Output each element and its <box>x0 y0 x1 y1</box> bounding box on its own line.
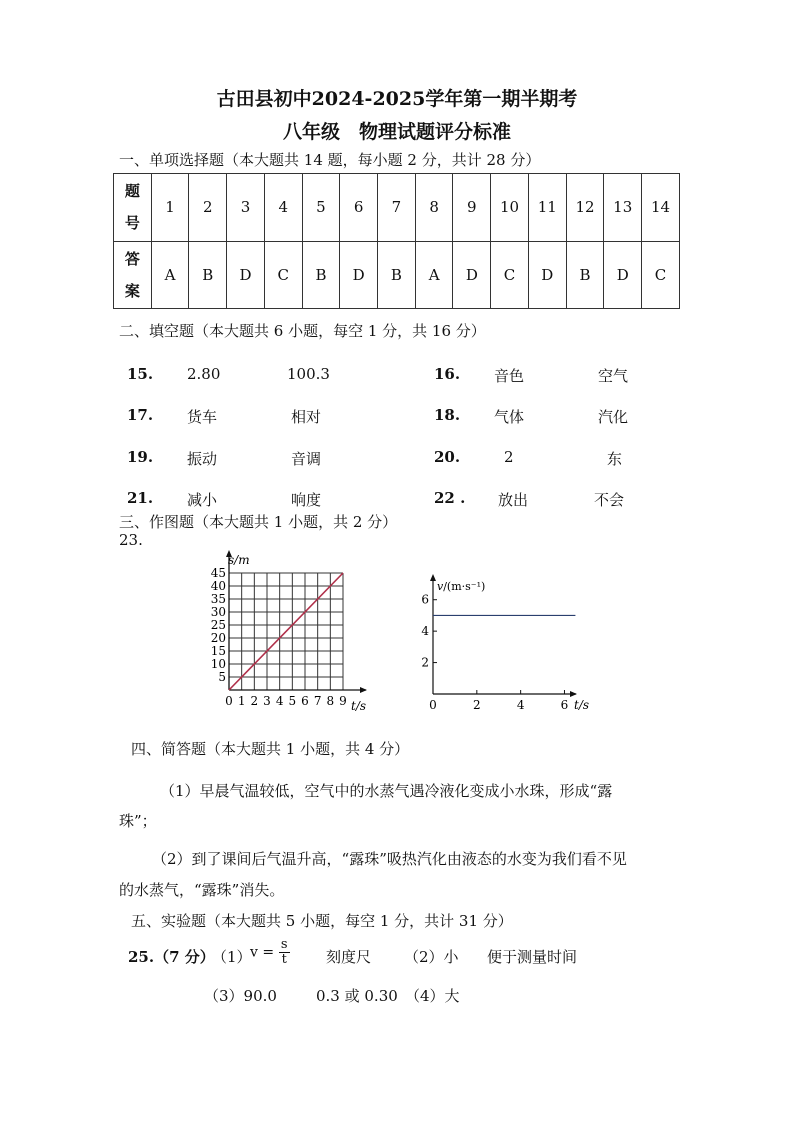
table-cell: D <box>453 241 491 309</box>
q20-answer-b: 东 <box>607 450 623 468</box>
table-cell: 9 <box>453 174 491 242</box>
q20-number: 20. <box>434 448 461 466</box>
st-y-tick-label: 40 <box>210 579 226 593</box>
vt-chart <box>415 570 600 715</box>
st-y-tick-label: 25 <box>210 618 226 632</box>
q21-answer-b: 响度 <box>291 491 322 509</box>
st-y-tick-label: 10 <box>210 657 226 671</box>
table-cell: 14 <box>642 174 680 242</box>
st-y-tick-label: 35 <box>210 592 226 606</box>
q25-answer-2: 刻度尺 <box>326 948 372 966</box>
row-label-number <box>114 174 152 242</box>
table-cell: C <box>264 241 302 309</box>
row-label-answer <box>114 241 152 309</box>
table-cell: B <box>302 241 340 309</box>
vt-y-tick-label: 2 <box>421 655 429 670</box>
row-label-char: 题 <box>124 182 140 201</box>
q21-number: 21. <box>127 489 154 507</box>
q25-number: 25.（7 分） <box>128 948 215 966</box>
vt-y-axis-label-unit: /(m·s⁻¹) <box>443 580 486 593</box>
q22-answer-b: 不会 <box>594 491 625 509</box>
table-cell: 7 <box>378 174 416 242</box>
q25-answer-3: 便于测量时间 <box>487 948 578 966</box>
q15-answer-b: 100.3 <box>287 365 330 383</box>
q19-answer-a: 振动 <box>187 450 218 468</box>
vt-y-tick-label: 6 <box>421 592 429 607</box>
q25-part3: （3）90.0 <box>204 987 277 1005</box>
q21-answer-a: 减小 <box>187 491 218 509</box>
table-cell: 5 <box>302 174 340 242</box>
section4-heading: 四、简答题（本大题共 1 小题，共 4 分） <box>131 740 410 758</box>
st-y-axis-label: s/m <box>228 553 250 567</box>
q18-number: 18. <box>434 406 461 424</box>
vt-y-axis-arrow <box>430 574 436 581</box>
section4-p2-line2: 的水蒸气，“露珠”消失。 <box>119 881 285 899</box>
section1-heading: 一、单项选择题（本大题共 14 题，每小题 2 分，共计 28 分） <box>119 151 541 169</box>
table-cell: 4 <box>264 174 302 242</box>
table-cell: D <box>528 241 566 309</box>
table-cell: 13 <box>604 174 642 242</box>
st-y-tick-label: 15 <box>210 644 226 658</box>
st-x-axis-arrow <box>360 687 367 693</box>
q25-formula-fraction <box>279 938 290 967</box>
table-cell: B <box>566 241 604 309</box>
q25-formula <box>250 938 290 967</box>
section4-p2-line1: （2）到了课间后气温升高，“露珠”吸热汽化由液态的水变为我们看不见 <box>152 850 627 868</box>
answer-table <box>113 173 680 309</box>
q17-answer-b: 相对 <box>291 408 322 426</box>
table-cell: A <box>151 241 189 309</box>
title-line1: 古田县初中2024-2025学年第一期半期考 <box>216 88 578 110</box>
q22-answer-a: 放出 <box>498 491 529 509</box>
table-cell: 6 <box>340 174 378 242</box>
table-cell: D <box>227 241 265 309</box>
title-line2: 八年级 物理试题评分标准 <box>282 121 511 143</box>
table-cell: 3 <box>227 174 265 242</box>
table-cell: D <box>340 241 378 309</box>
st-y-tick-label: 5 <box>218 670 226 684</box>
q16-answer-b: 空气 <box>598 367 629 385</box>
q18-answer-a: 气体 <box>494 408 525 426</box>
st-x-tick-label: 0 <box>225 694 233 708</box>
vt-x-axis-label: t/s <box>574 698 590 712</box>
vt-x-tick-label: 0 <box>429 698 437 712</box>
q19-number: 19. <box>127 448 154 466</box>
table-row-answers <box>114 241 680 309</box>
st-series-line <box>229 573 343 690</box>
st-x-tick-label: 7 <box>313 694 322 708</box>
table-cell: B <box>378 241 416 309</box>
table-cell: 8 <box>415 174 453 242</box>
st-series <box>229 573 343 690</box>
row-label-char: 案 <box>124 281 140 300</box>
q18-answer-b: 汽化 <box>598 408 629 426</box>
q25-formula-numerator: s <box>280 937 288 952</box>
table-cell: B <box>189 241 227 309</box>
q25-part1-label: （1） <box>212 948 252 966</box>
table-cell: 2 <box>189 174 227 242</box>
st-chart <box>190 548 380 718</box>
vt-x-axis-arrow <box>570 691 577 697</box>
q17-number: 17. <box>127 406 154 424</box>
section2-heading: 二、填空题（本大题共 6 小题，每空 1 分，共 16 分） <box>119 322 486 340</box>
q16-number: 16. <box>434 365 461 383</box>
table-cell: C <box>491 241 529 309</box>
q19-answer-b: 音调 <box>291 450 322 468</box>
st-x-axis-label: t/s <box>351 699 367 713</box>
table-cell: 12 <box>566 174 604 242</box>
q25-answer-5: 0.3 或 0.30 <box>316 987 398 1005</box>
st-y-tick-label: 45 <box>210 566 226 580</box>
st-x-tick-label: 8 <box>326 694 335 708</box>
q20-answer-a: 2 <box>504 448 514 466</box>
st-x-tick-label: 1 <box>237 694 246 708</box>
table-cell: 1 <box>151 174 189 242</box>
row-label-char: 答 <box>124 249 140 268</box>
st-x-tick-label: 6 <box>301 694 309 708</box>
st-x-tick-label: 4 <box>275 694 284 708</box>
st-y-tick-label: 20 <box>210 631 226 645</box>
st-x-tick-label: 5 <box>288 694 297 708</box>
vt-x-tick-label: 4 <box>516 698 525 712</box>
q25-part2: （2）小 <box>404 948 459 966</box>
vt-y-axis-label: v/(m·s⁻¹) <box>437 580 486 593</box>
section4-p1-line2: 珠”； <box>119 812 157 830</box>
row-label-char: 号 <box>124 214 140 233</box>
st-x-tick-label: 9 <box>339 694 347 708</box>
section5-heading: 五、实验题（本大题共 5 小题，每空 1 分，共计 31 分） <box>131 912 513 930</box>
vt-y-tick-label: 4 <box>421 624 429 639</box>
vt-x-tick-label: 6 <box>560 698 569 712</box>
q17-answer-a: 货车 <box>187 408 218 426</box>
q23-number: 23. <box>119 531 143 549</box>
q16-answer-a: 音色 <box>494 367 525 385</box>
q15-answer-a: 2.80 <box>187 365 221 383</box>
q25-formula-denominator: t <box>281 952 287 967</box>
st-x-tick-label: 2 <box>250 694 259 708</box>
section4-p1-line1: （1）早晨气温较低，空气中的水蒸气遇冷液化变成小水珠，形成“露 <box>160 782 613 800</box>
q25-part4: （4）大 <box>405 987 460 1005</box>
table-cell: 10 <box>491 174 529 242</box>
table-cell: A <box>415 241 453 309</box>
section3-heading: 三、作图题（本大题共 1 小题，共 2 分） <box>119 513 398 531</box>
st-y-tick-label: 30 <box>210 605 226 619</box>
vt-x-tick-label: 2 <box>473 698 481 712</box>
st-x-tick-label: 3 <box>263 694 271 708</box>
q25-formula-lhs: v = <box>250 944 275 961</box>
table-row-numbers <box>114 174 680 242</box>
table-cell: 11 <box>528 174 566 242</box>
q22-number: 22 . <box>434 489 466 507</box>
q15-number: 15. <box>127 365 154 383</box>
table-cell: D <box>604 241 642 309</box>
table-cell: C <box>642 241 680 309</box>
